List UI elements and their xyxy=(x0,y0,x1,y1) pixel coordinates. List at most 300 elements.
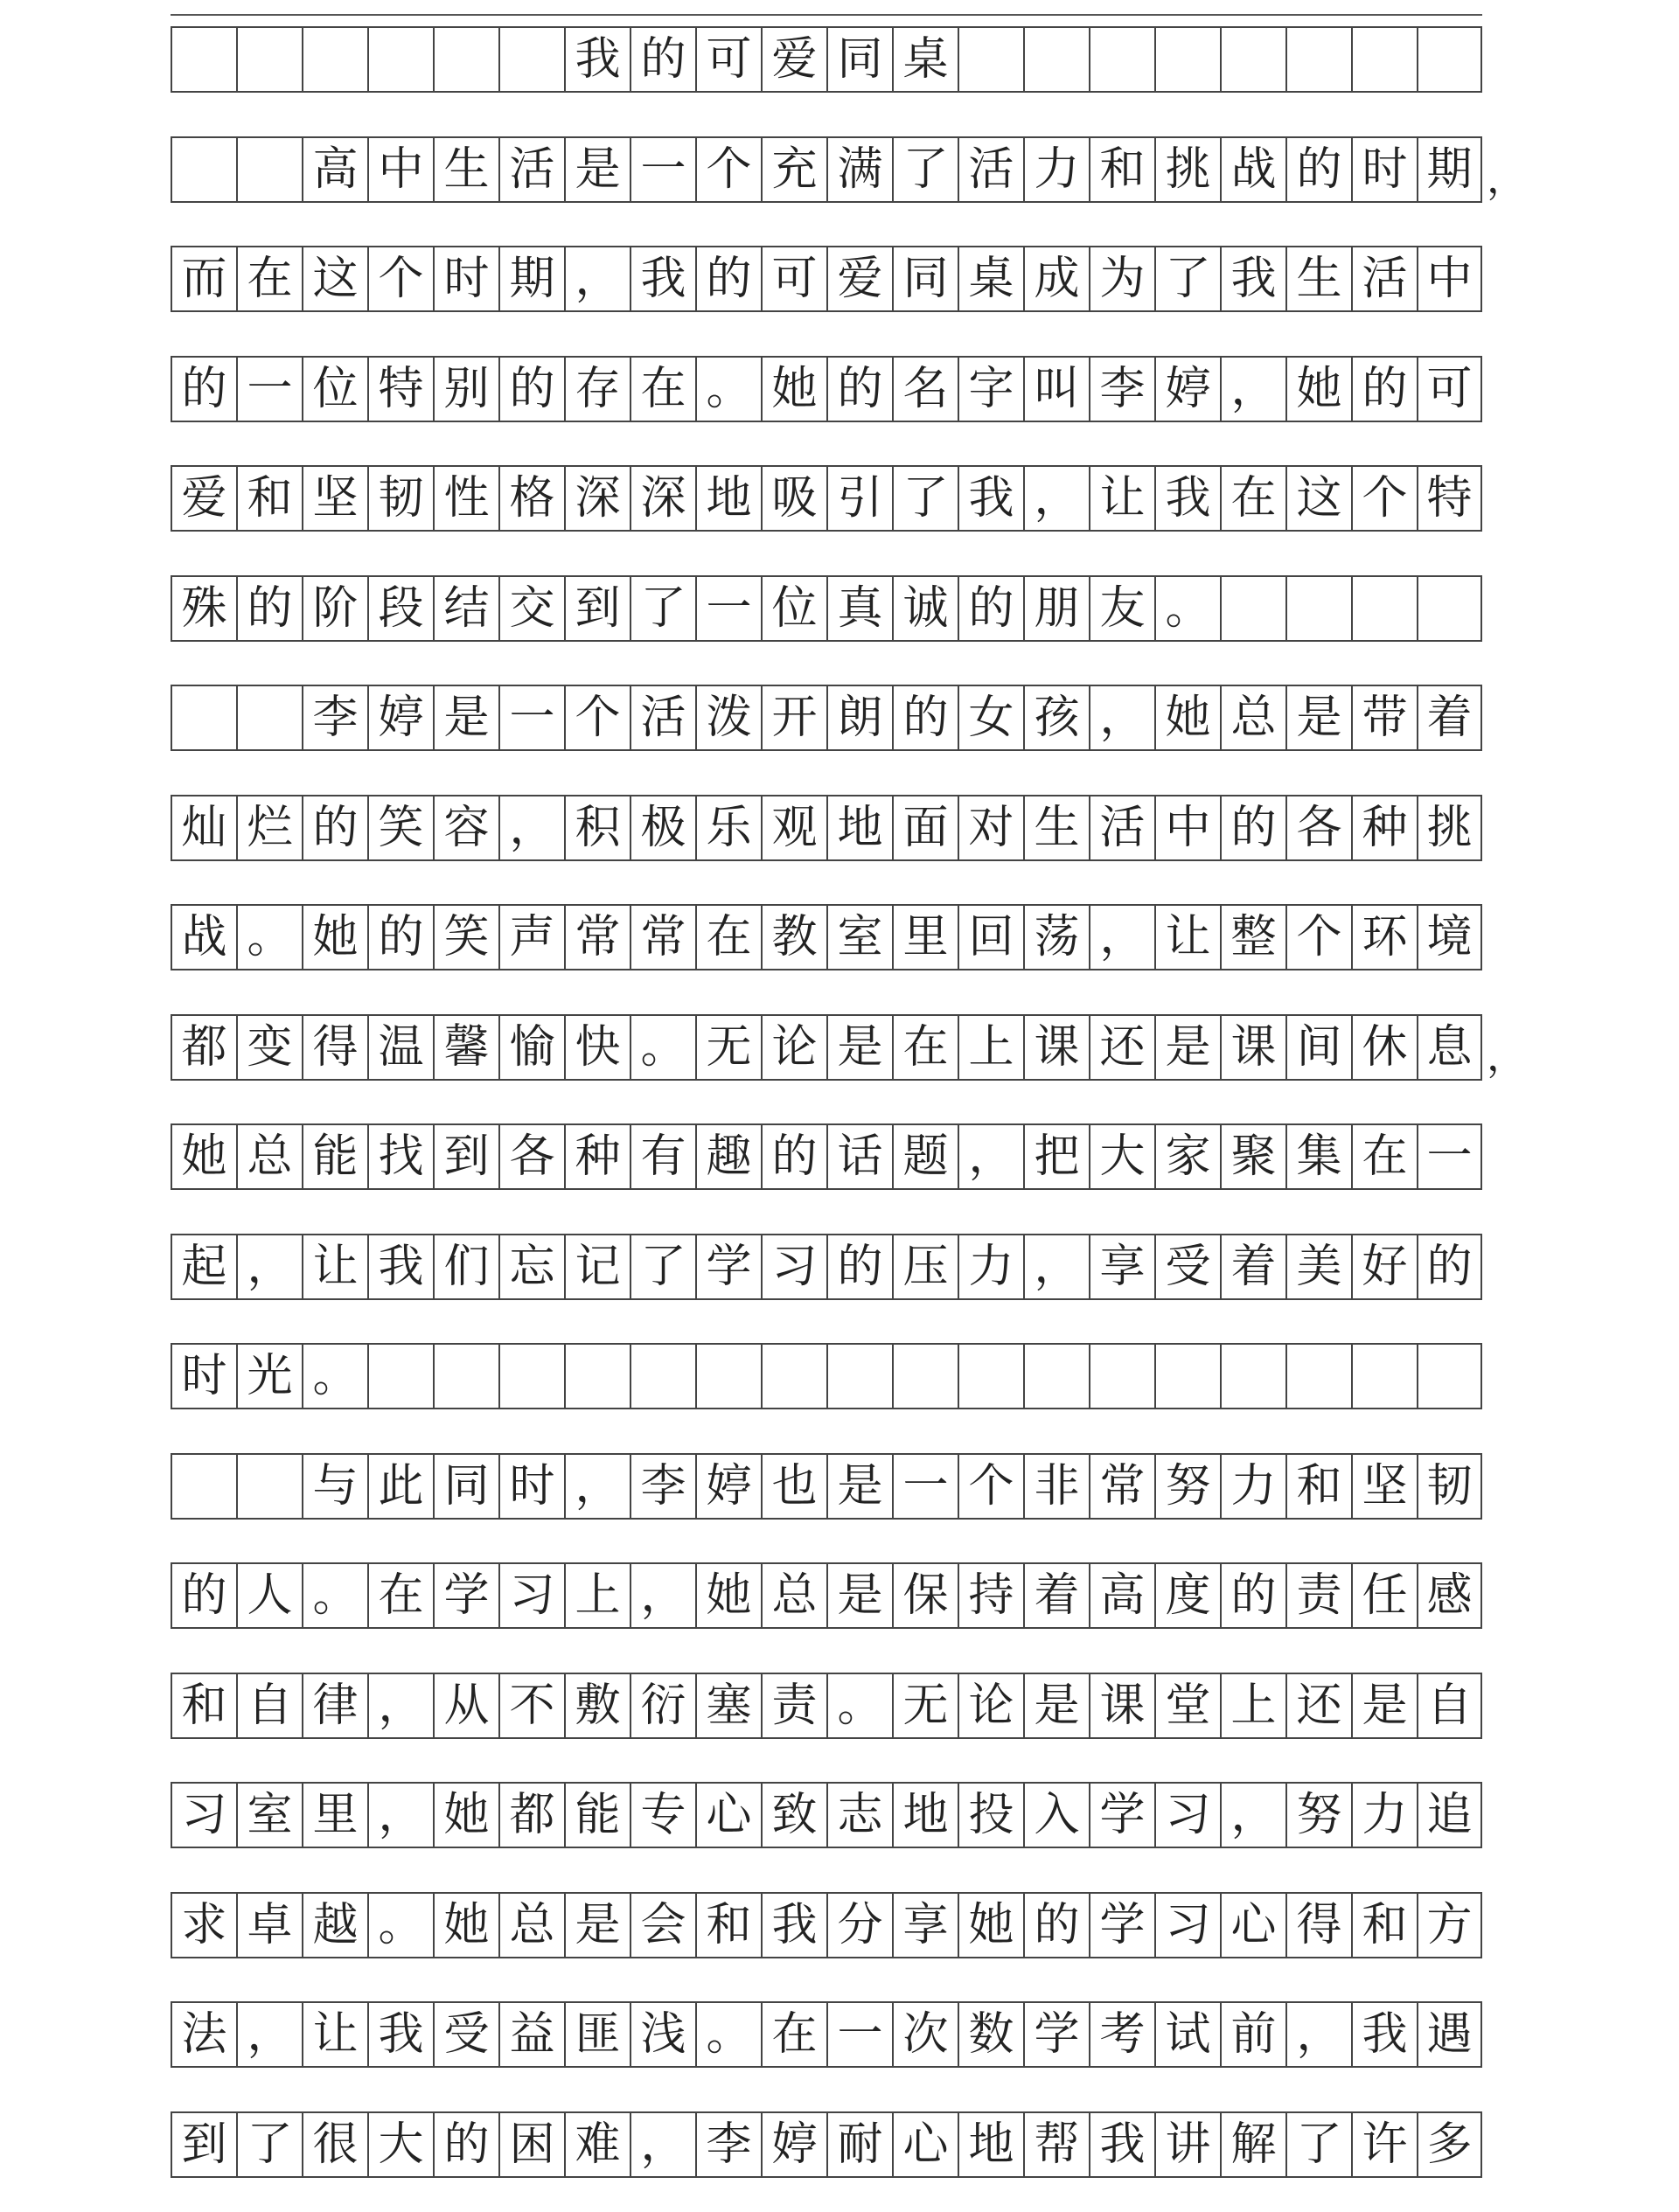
grid-cell: 积 xyxy=(564,796,630,859)
grid-cell: 地 xyxy=(892,1784,958,1847)
grid-cell: 李 xyxy=(630,1455,695,1518)
grid-cell: 格 xyxy=(498,467,564,530)
grid-cell xyxy=(958,28,1023,91)
grid-cell: 与 xyxy=(302,1455,367,1518)
grid-cell: 都 xyxy=(498,1784,564,1847)
grid-cell: 她 xyxy=(695,1564,761,1627)
grid-cell: 话 xyxy=(826,1125,892,1188)
grid-cell: 室 xyxy=(826,906,892,969)
grid-cell: 个 xyxy=(367,247,433,310)
grid-cell: 生 xyxy=(433,138,498,201)
grid-cell: 论 xyxy=(958,1674,1023,1737)
grid-row xyxy=(171,1562,1482,1629)
grid-cell: 在 xyxy=(367,1564,433,1627)
grid-cell: 活 xyxy=(958,138,1023,201)
grid-cell xyxy=(367,1345,433,1408)
grid-row xyxy=(171,1892,1482,1958)
grid-cell xyxy=(498,28,564,91)
grid-cell: 交 xyxy=(498,577,564,640)
grid-cell: 不 xyxy=(498,1674,564,1737)
grid-cell: 衍 xyxy=(630,1674,695,1737)
grid-cell: 让 xyxy=(1089,467,1154,530)
grid-cell: 有 xyxy=(630,1125,695,1188)
grid-cell: 的 xyxy=(958,577,1023,640)
grid-cell: 难 xyxy=(564,2113,630,2176)
grid-cell xyxy=(1023,1345,1089,1408)
grid-cell: 可 xyxy=(695,28,761,91)
grid-cell: 。 xyxy=(302,1564,367,1627)
grid-cell: 课 xyxy=(1089,1674,1154,1737)
grid-cell: 持 xyxy=(958,1564,1023,1627)
grid-cell: 而 xyxy=(171,247,236,310)
grid-cell: 非 xyxy=(1023,1455,1089,1518)
grid-cell: 把 xyxy=(1023,1125,1089,1188)
grid-cell: 许 xyxy=(1351,2113,1417,2176)
grid-cell: 孩 xyxy=(1023,686,1089,749)
grid-cell xyxy=(1351,1345,1417,1408)
grid-cell: 耐 xyxy=(826,2113,892,2176)
grid-cell: 越 xyxy=(302,1894,367,1957)
grid-cell: 人 xyxy=(236,1564,302,1627)
grid-cell: 可 xyxy=(761,247,826,310)
grid-cell: 是 xyxy=(826,1016,892,1079)
grid-cell: 期 xyxy=(498,247,564,310)
grid-cell xyxy=(1023,28,1089,91)
grid-cell: 卓 xyxy=(236,1894,302,1957)
grid-cell: 韧 xyxy=(1417,1455,1482,1518)
grid-cell: 考 xyxy=(1089,2003,1154,2066)
grid-cell: ， xyxy=(1023,467,1089,530)
grid-row xyxy=(171,795,1482,861)
grid-cell: 论 xyxy=(761,1016,826,1079)
grid-cell: 试 xyxy=(1154,2003,1220,2066)
grid-cell: 种 xyxy=(1351,796,1417,859)
grid-cell: 满 xyxy=(826,138,892,201)
grid-cell: 自 xyxy=(236,1674,302,1737)
grid-cell: 堂 xyxy=(1154,1674,1220,1737)
grid-row xyxy=(171,1782,1482,1848)
grid-cell: 阶 xyxy=(302,577,367,640)
grid-cell: 着 xyxy=(1417,686,1482,749)
grid-cell: 活 xyxy=(498,138,564,201)
grid-cell: 。 xyxy=(236,906,302,969)
grid-cell: 心 xyxy=(695,1784,761,1847)
grid-cell: 多 xyxy=(1417,2113,1482,2176)
grid-cell: 婷 xyxy=(367,686,433,749)
grid-cell: 名 xyxy=(892,358,958,421)
grid-cell: 位 xyxy=(761,577,826,640)
grid-cell: 叫 xyxy=(1023,358,1089,421)
grid-cell: 享 xyxy=(1089,1235,1154,1298)
grid-cell: 个 xyxy=(695,138,761,201)
grid-cell: 专 xyxy=(630,1784,695,1847)
grid-row xyxy=(171,685,1482,751)
grid-cell: 她 xyxy=(958,1894,1023,1957)
grid-cell: 个 xyxy=(1285,906,1351,969)
grid-cell xyxy=(630,1345,695,1408)
grid-cell: ， xyxy=(1285,2003,1351,2066)
grid-cell: 位 xyxy=(302,358,367,421)
grid-cell: 的 xyxy=(826,358,892,421)
grid-cell xyxy=(433,1345,498,1408)
grid-cell: 快 xyxy=(564,1016,630,1079)
grid-cell: 挑 xyxy=(1417,796,1482,859)
grid-cell: 会 xyxy=(630,1894,695,1957)
grid-cell: 高 xyxy=(302,138,367,201)
grid-cell: 努 xyxy=(1285,1784,1351,1847)
grid-cell: 地 xyxy=(826,796,892,859)
grid-cell: 是 xyxy=(564,138,630,201)
grid-cell: 帮 xyxy=(1023,2113,1089,2176)
grid-row xyxy=(171,1343,1482,1409)
grid-cell: 笑 xyxy=(367,796,433,859)
grid-cell: 和 xyxy=(236,467,302,530)
grid-cell: 大 xyxy=(1089,1125,1154,1188)
grid-cell: 特 xyxy=(367,358,433,421)
grid-cell: 烂 xyxy=(236,796,302,859)
grid-cell: 学 xyxy=(695,1235,761,1298)
grid-cell: 李 xyxy=(695,2113,761,2176)
grid-cell: 温 xyxy=(367,1016,433,1079)
grid-cell: 。 xyxy=(302,1345,367,1408)
grid-cell: 了 xyxy=(630,1235,695,1298)
grid-cell: 常 xyxy=(564,906,630,969)
grid-cell: 课 xyxy=(1220,1016,1285,1079)
grid-cell xyxy=(171,686,236,749)
grid-cell: 无 xyxy=(892,1674,958,1737)
grid-cell: ， xyxy=(1220,1784,1285,1847)
grid-cell: 。 xyxy=(695,2003,761,2066)
grid-cell: 别 xyxy=(433,358,498,421)
grid-cell xyxy=(1417,1345,1482,1408)
grid-cell: 在 xyxy=(695,906,761,969)
grid-cell: 的 xyxy=(761,1125,826,1188)
grid-cell: 总 xyxy=(236,1125,302,1188)
grid-cell: 桌 xyxy=(958,247,1023,310)
grid-cell xyxy=(236,138,302,201)
grid-cell: 我 xyxy=(1154,467,1220,530)
grid-row xyxy=(171,465,1482,532)
grid-cell: 极 xyxy=(630,796,695,859)
grid-cell xyxy=(1220,577,1285,640)
grid-cell: 法 xyxy=(171,2003,236,2066)
grid-cell: 方 xyxy=(1417,1894,1482,1957)
grid-cell: 教 xyxy=(761,906,826,969)
grid-row xyxy=(171,2001,1482,2068)
grid-cell xyxy=(171,28,236,91)
grid-row xyxy=(171,1453,1482,1520)
grid-cell: 习 xyxy=(1154,1894,1220,1957)
grid-cell: 环 xyxy=(1351,906,1417,969)
grid-cell: ， xyxy=(236,1235,302,1298)
grid-cell: ， xyxy=(630,2113,695,2176)
grid-cell xyxy=(171,1455,236,1518)
grid-row xyxy=(171,246,1482,312)
grid-cell: 在 xyxy=(630,358,695,421)
grid-cell: 开 xyxy=(761,686,826,749)
grid-cell: 总 xyxy=(761,1564,826,1627)
title-row xyxy=(171,26,1482,93)
grid-cell: 好 xyxy=(1351,1235,1417,1298)
grid-cell: 个 xyxy=(564,686,630,749)
grid-cell: 挑 xyxy=(1154,138,1220,201)
grid-cell xyxy=(1220,28,1285,91)
grid-cell: 习 xyxy=(171,1784,236,1847)
grid-cell: 是 xyxy=(826,1455,892,1518)
grid-cell: 段 xyxy=(367,577,433,640)
grid-cell: 室 xyxy=(236,1784,302,1847)
grid-cell: 的 xyxy=(1023,1894,1089,1957)
grid-cell xyxy=(958,1345,1023,1408)
grid-cell: 馨 xyxy=(433,1016,498,1079)
grid-cell: 观 xyxy=(761,796,826,859)
grid-cell: 的 xyxy=(171,358,236,421)
grid-cell: 高 xyxy=(1089,1564,1154,1627)
grid-cell: 学 xyxy=(1023,2003,1089,2066)
grid-cell: 益 xyxy=(498,2003,564,2066)
grid-cell: 我 xyxy=(1351,2003,1417,2066)
grid-cell: 力 xyxy=(1220,1455,1285,1518)
grid-cell xyxy=(236,1455,302,1518)
grid-cell: 塞 xyxy=(695,1674,761,1737)
grid-cell: 真 xyxy=(826,577,892,640)
grid-cell: 种 xyxy=(564,1125,630,1188)
grid-cell xyxy=(1351,577,1417,640)
grid-cell: 的 xyxy=(1220,1564,1285,1627)
grid-cell: 这 xyxy=(1285,467,1351,530)
grid-cell: 面 xyxy=(892,796,958,859)
grid-cell: 匪 xyxy=(564,2003,630,2066)
grid-cell: 解 xyxy=(1220,2113,1285,2176)
grid-cell: 充 xyxy=(761,138,826,201)
grid-cell: 李 xyxy=(302,686,367,749)
grid-cell: 讲 xyxy=(1154,2113,1220,2176)
grid-cell xyxy=(1220,1345,1285,1408)
grid-cell: 能 xyxy=(564,1784,630,1847)
grid-cell xyxy=(1285,1345,1351,1408)
grid-cell: 学 xyxy=(1089,1894,1154,1957)
grid-cell: 休 xyxy=(1351,1016,1417,1079)
grid-cell: ， xyxy=(1089,686,1154,749)
grid-cell: 。 xyxy=(1154,577,1220,640)
grid-cell: 是 xyxy=(1023,1674,1089,1737)
grid-cell: 追 xyxy=(1417,1784,1482,1847)
grid-cell: 个 xyxy=(958,1455,1023,1518)
grid-cell: 的 xyxy=(302,796,367,859)
grid-cell: 的 xyxy=(433,2113,498,2176)
grid-cell: 一 xyxy=(498,686,564,749)
grid-cell xyxy=(1285,28,1351,91)
grid-cell: 活 xyxy=(1089,796,1154,859)
grid-cell: 律 xyxy=(302,1674,367,1737)
grid-cell: 桌 xyxy=(892,28,958,91)
grid-cell: 容 xyxy=(433,796,498,859)
grid-cell: 的 xyxy=(892,686,958,749)
grid-cell: 她 xyxy=(1285,358,1351,421)
grid-cell: 她 xyxy=(761,358,826,421)
grid-cell: 息 xyxy=(1417,1016,1482,1079)
grid-cell: 带 xyxy=(1351,686,1417,749)
grid-cell: 爱 xyxy=(761,28,826,91)
grid-cell: 朋 xyxy=(1023,577,1089,640)
grid-cell: 从 xyxy=(433,1674,498,1737)
grid-cell: 地 xyxy=(958,2113,1023,2176)
grid-cell: 她 xyxy=(1154,686,1220,749)
grid-cell: 里 xyxy=(302,1784,367,1847)
grid-cell: 同 xyxy=(433,1455,498,1518)
grid-cell: 回 xyxy=(958,906,1023,969)
grid-cell: 了 xyxy=(630,577,695,640)
overflow-punctuation: ， xyxy=(1487,1032,1527,1080)
grid-cell xyxy=(1351,28,1417,91)
grid-cell: ， xyxy=(367,1784,433,1847)
grid-cell: 一 xyxy=(630,138,695,201)
grid-cell: 是 xyxy=(1285,686,1351,749)
grid-cell: 总 xyxy=(1220,686,1285,749)
grid-cell: 得 xyxy=(302,1016,367,1079)
grid-cell xyxy=(761,1345,826,1408)
grid-row xyxy=(171,1673,1482,1739)
grid-cell: ， xyxy=(1023,1235,1089,1298)
grid-cell: 朗 xyxy=(826,686,892,749)
grid-cell: 我 xyxy=(367,2003,433,2066)
grid-cell: 投 xyxy=(958,1784,1023,1847)
grid-cell: 很 xyxy=(302,2113,367,2176)
grid-cell xyxy=(171,138,236,201)
grid-row xyxy=(171,1014,1482,1081)
grid-cell: 中 xyxy=(367,138,433,201)
grid-cell: 泼 xyxy=(695,686,761,749)
grid-cell xyxy=(695,1345,761,1408)
grid-cell: 心 xyxy=(1220,1894,1285,1957)
grid-cell: 美 xyxy=(1285,1235,1351,1298)
grid-cell xyxy=(826,1345,892,1408)
grid-cell: 韧 xyxy=(367,467,433,530)
grid-cell: ， xyxy=(630,1564,695,1627)
grid-cell: 愉 xyxy=(498,1016,564,1079)
grid-cell xyxy=(1154,28,1220,91)
grid-cell: 她 xyxy=(302,906,367,969)
grid-cell: 乐 xyxy=(695,796,761,859)
grid-cell: 的 xyxy=(498,358,564,421)
grid-cell: 婷 xyxy=(761,2113,826,2176)
grid-cell: 我 xyxy=(367,1235,433,1298)
grid-cell: 力 xyxy=(1023,138,1089,201)
grid-cell: ， xyxy=(564,247,630,310)
grid-cell: 任 xyxy=(1351,1564,1417,1627)
grid-cell: 各 xyxy=(1285,796,1351,859)
grid-cell: 能 xyxy=(302,1125,367,1188)
grid-row xyxy=(171,2111,1482,2178)
grid-cell: 生 xyxy=(1285,247,1351,310)
grid-cell: 的 xyxy=(171,1564,236,1627)
grid-cell xyxy=(1154,1345,1220,1408)
grid-cell: 。 xyxy=(367,1894,433,1957)
grid-cell: 性 xyxy=(433,467,498,530)
grid-cell xyxy=(236,686,302,749)
grid-cell: 的 xyxy=(695,247,761,310)
grid-cell: 是 xyxy=(826,1564,892,1627)
grid-row xyxy=(171,1234,1482,1300)
grid-cell: 还 xyxy=(1285,1674,1351,1737)
grid-cell: 生 xyxy=(1023,796,1089,859)
grid-cell: 度 xyxy=(1154,1564,1220,1627)
grid-cell xyxy=(892,1345,958,1408)
grid-cell: 我 xyxy=(1089,2113,1154,2176)
grid-cell xyxy=(498,1345,564,1408)
grid-cell: 是 xyxy=(564,1894,630,1957)
grid-cell: 她 xyxy=(171,1125,236,1188)
grid-cell: 前 xyxy=(1220,2003,1285,2066)
grid-row xyxy=(171,904,1482,970)
grid-cell: 时 xyxy=(1351,138,1417,201)
grid-cell: 成 xyxy=(1023,247,1089,310)
grid-cell: 我 xyxy=(1220,247,1285,310)
grid-row xyxy=(171,136,1482,203)
grid-cell: ， xyxy=(564,1455,630,1518)
grid-cell: 上 xyxy=(1220,1674,1285,1737)
grid-cell: 志 xyxy=(826,1784,892,1847)
grid-cell: 女 xyxy=(958,686,1023,749)
grid-cell: 活 xyxy=(630,686,695,749)
grid-cell: 习 xyxy=(1154,1784,1220,1847)
grid-cell: 她 xyxy=(433,1784,498,1847)
grid-cell: 是 xyxy=(433,686,498,749)
grid-cell: ， xyxy=(498,796,564,859)
grid-cell: 一 xyxy=(236,358,302,421)
grid-cell: 困 xyxy=(498,2113,564,2176)
grid-cell: 受 xyxy=(433,2003,498,2066)
grid-cell: 地 xyxy=(695,467,761,530)
grid-cell: 特 xyxy=(1417,467,1482,530)
grid-cell: 境 xyxy=(1417,906,1482,969)
grid-cell: ， xyxy=(958,1125,1023,1188)
grid-cell: ， xyxy=(236,2003,302,2066)
grid-cell: 的 xyxy=(1220,796,1285,859)
grid-cell: 同 xyxy=(892,247,958,310)
grid-cell: 中 xyxy=(1417,247,1482,310)
grid-cell: 了 xyxy=(892,467,958,530)
grid-cell: 一 xyxy=(695,577,761,640)
grid-cell: 了 xyxy=(1154,247,1220,310)
grid-cell: 忘 xyxy=(498,1235,564,1298)
grid-cell: 殊 xyxy=(171,577,236,640)
grid-cell: 和 xyxy=(171,1674,236,1737)
grid-cell: 一 xyxy=(1417,1125,1482,1188)
grid-cell: 在 xyxy=(892,1016,958,1079)
grid-cell: 着 xyxy=(1023,1564,1089,1627)
grid-cell: 在 xyxy=(236,247,302,310)
grid-cell: 总 xyxy=(498,1894,564,1957)
grid-cell: 还 xyxy=(1089,1016,1154,1079)
grid-cell: 感 xyxy=(1417,1564,1482,1627)
grid-cell: 的 xyxy=(1351,358,1417,421)
grid-cell: 课 xyxy=(1023,1016,1089,1079)
grid-cell: 我 xyxy=(564,28,630,91)
grid-cell: 大 xyxy=(367,2113,433,2176)
grid-cell: 我 xyxy=(761,1894,826,1957)
grid-cell: 婷 xyxy=(1154,358,1220,421)
grid-cell: 吸 xyxy=(761,467,826,530)
grid-cell: 在 xyxy=(1351,1125,1417,1188)
grid-cell: 荡 xyxy=(1023,906,1089,969)
overflow-punctuation: ， xyxy=(1487,154,1527,202)
grid-cell: 记 xyxy=(564,1235,630,1298)
grid-cell: 的 xyxy=(367,906,433,969)
grid-cell: 保 xyxy=(892,1564,958,1627)
grid-cell: 声 xyxy=(498,906,564,969)
grid-cell: 战 xyxy=(171,906,236,969)
